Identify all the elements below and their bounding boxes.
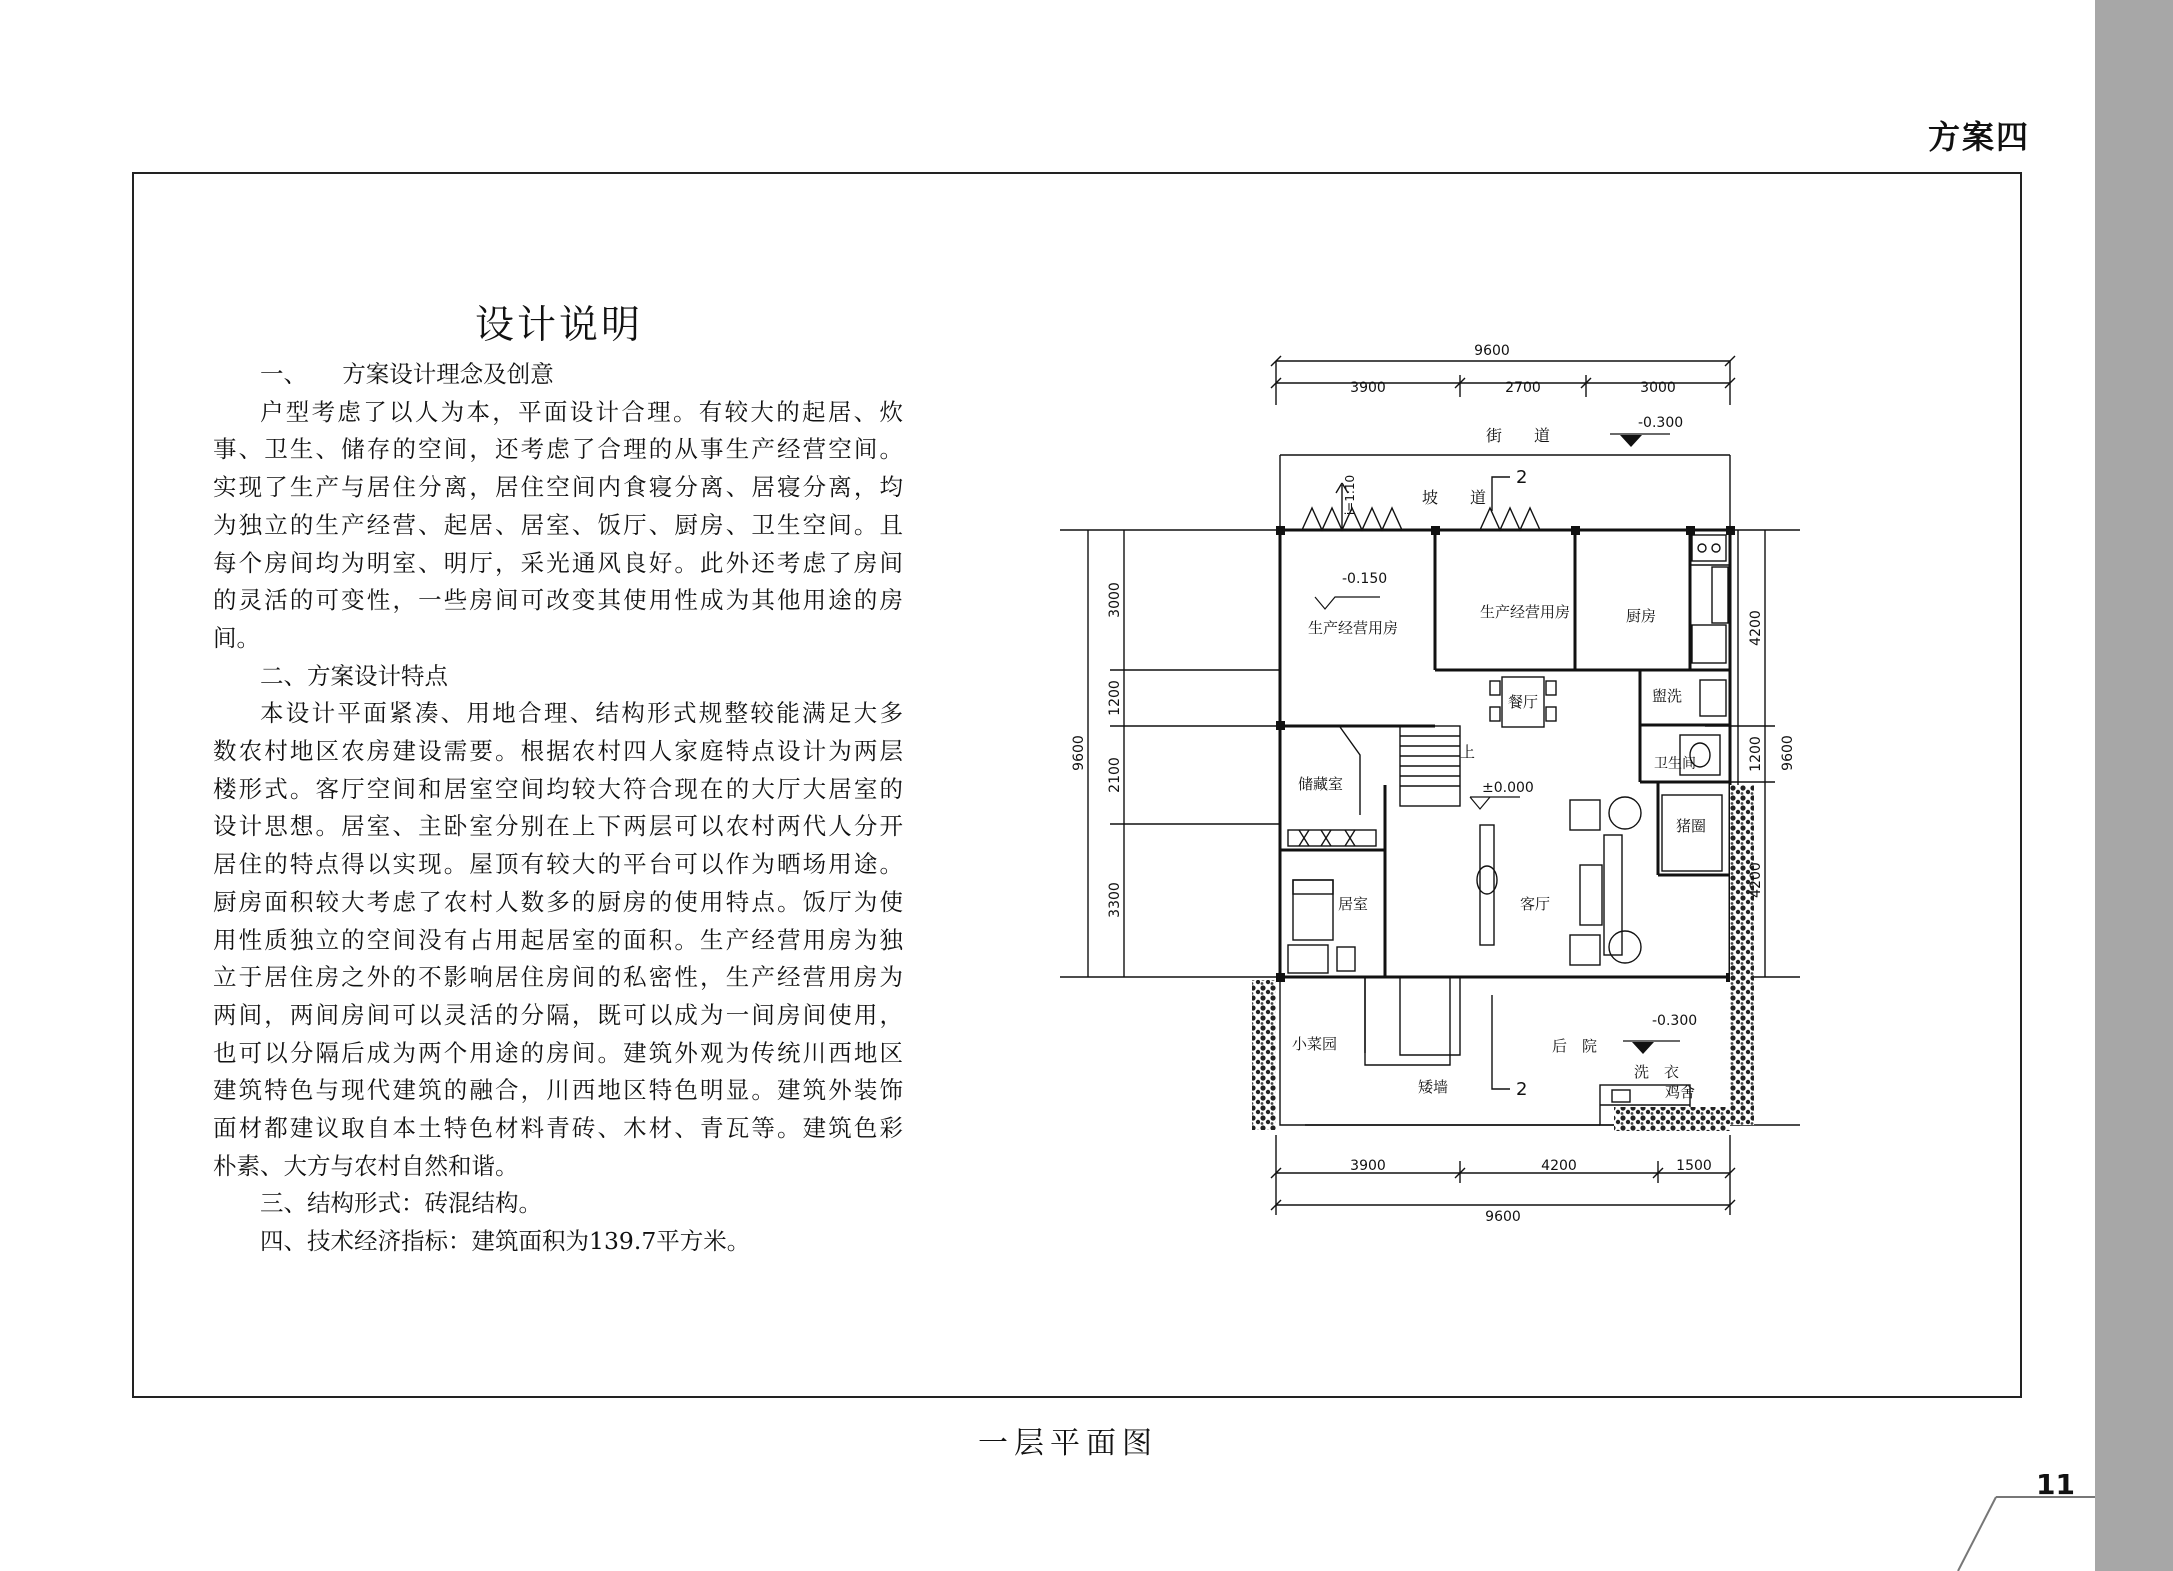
- text-line: 实现了生产与居住分离，居住空间内食寝分离、居寝分离，均: [213, 473, 903, 502]
- label-lowwall: 矮墙: [1418, 1078, 1449, 1096]
- section-heading-2: 二、方案设计特点: [260, 661, 448, 690]
- dim-bottom-3: 1500: [1676, 1158, 1712, 1174]
- text-line: 也可以分隔后成为两个用途的房间。建筑外观为传统川西地区: [213, 1038, 903, 1067]
- label-street: 街 道: [1485, 426, 1551, 445]
- section-heading-1: 一、 方案设计理念及创意: [260, 360, 554, 388]
- room-storage: 储藏室: [1298, 775, 1344, 793]
- dim-top-2: 2700: [1505, 380, 1541, 396]
- dim-left-3: 2100: [1107, 757, 1123, 793]
- room-shop-2: 生产经营用房: [1480, 603, 1571, 621]
- text-line: 居住的特点得以实现。屋顶有较大的平台可以作为晒场用途。: [213, 850, 903, 879]
- dim-right-1: 4200: [1748, 610, 1764, 646]
- text-line: 户型考虑了以人为本，平面设计合理。有较大的起居、炊: [260, 397, 903, 426]
- page-number: 11: [2036, 1468, 2075, 1501]
- section-mark-bottom: 2: [1516, 1079, 1528, 1100]
- dim-bottom-total: 9600: [1485, 1209, 1521, 1225]
- text-line: 立于居住房之外的不影响居住房间的私密性，生产经营用房为: [213, 963, 903, 992]
- text-line: 本设计平面紧凑、用地合理、结构形式规整较能满足大多: [260, 699, 903, 728]
- text-line: 的灵活的可变性，一些房间可改变其使用性成为其他用途的房: [213, 586, 903, 615]
- room-laundry: 洗 衣: [1634, 1063, 1680, 1081]
- text-line: 每个房间均为明室、明厅，采光通风良好。此外还考虑了房间: [213, 548, 903, 577]
- text-line: 用性质独立的空间没有占用起居室的面积。生产经营用房为独: [213, 925, 903, 954]
- text-line: 设计思想。居室、主卧室分别在上下两层可以农村两代人分开: [213, 812, 903, 841]
- section-mark-top: 2: [1516, 467, 1528, 488]
- dim-left-1: 3000: [1107, 582, 1123, 618]
- room-dining: 餐厅: [1508, 693, 1539, 711]
- room-shop-1: 生产经营用房: [1308, 619, 1399, 637]
- level-yard: -0.300: [1652, 1013, 1698, 1029]
- description-text: [213, 356, 903, 1261]
- dim-top-total: 9600: [1474, 343, 1510, 359]
- room-henhouse: 鸡舍: [1665, 1083, 1696, 1101]
- dim-top-3: 3000: [1640, 380, 1676, 396]
- room-living: 客厅: [1520, 895, 1551, 913]
- room-backyard: 后 院: [1552, 1037, 1598, 1055]
- room-pigsty: 猪圈: [1676, 817, 1707, 835]
- room-bedroom: 居室: [1338, 895, 1369, 913]
- text-line: 面材都建议取自本土特色材料青砖、木材、青瓦等。建筑色彩: [213, 1114, 903, 1143]
- level-street: -0.300: [1638, 415, 1684, 431]
- text-line: 为独立的生产经营、起居、居室、饭厅、厨房、卫生空间。且: [213, 510, 903, 539]
- dim-right-3: 4200: [1748, 862, 1764, 898]
- stair-up: 上: [1460, 743, 1476, 761]
- text-line: 建筑特色与现代建筑的融合，川西地区特色明显。建筑外装饰: [213, 1076, 903, 1105]
- room-washroom: 盥洗: [1652, 687, 1683, 705]
- room-garden: 小菜园: [1292, 1035, 1338, 1053]
- dim-right-2: 1200: [1748, 736, 1764, 772]
- dim-bottom-2: 4200: [1541, 1158, 1577, 1174]
- text-line: 两间，两间房间可以灵活的分隔，既可以成为一间房间使用，: [213, 1000, 903, 1029]
- dim-left-2: 1200: [1107, 680, 1123, 716]
- section-heading-4: 四、技术经济指标：建筑面积为139.7平方米。: [260, 1227, 751, 1256]
- dim-left-4: 3300: [1107, 882, 1123, 918]
- text-line: 楼形式。客厅空间和居室空间均较大符合现在的大厅大居室的: [213, 774, 903, 803]
- dim-top-1: 3900: [1350, 380, 1386, 396]
- text-line: 事、卫生、储存的空间，还考虑了合理的从事生产经营空间。: [213, 435, 903, 464]
- room-toilet: 卫生间: [1654, 756, 1696, 772]
- label-ramp: 坡 道: [1422, 488, 1487, 507]
- floor-plan: [1040, 335, 1800, 1255]
- scheme-label: 方案四: [1928, 118, 2031, 156]
- dim-left-total: 9600: [1071, 735, 1087, 771]
- level-floor: ±0.000: [1482, 780, 1534, 796]
- text-line: 间。: [213, 623, 260, 652]
- level-shop: -0.150: [1342, 571, 1388, 587]
- section-heading-3: 三、结构形式：砖混结构。: [260, 1189, 542, 1218]
- description-title: 设计说明: [475, 303, 644, 348]
- ramp-slope: i=1:10: [1343, 474, 1357, 516]
- text-line: 朴素、大方与农村自然和谐。: [213, 1151, 519, 1180]
- plan-caption: 一层平面图: [978, 1426, 1158, 1461]
- room-kitchen: 厨房: [1626, 607, 1657, 625]
- dim-right-total: 9600: [1780, 735, 1796, 771]
- text-line: 数农村地区农房建设需要。根据农村四人家庭特点设计为两层: [213, 737, 903, 766]
- side-band: [2095, 0, 2173, 1571]
- text-line: 厨房面积较大考虑了农村人数多的厨房的使用特点。饭厅为使: [213, 887, 903, 916]
- dim-bottom-1: 3900: [1350, 1158, 1386, 1174]
